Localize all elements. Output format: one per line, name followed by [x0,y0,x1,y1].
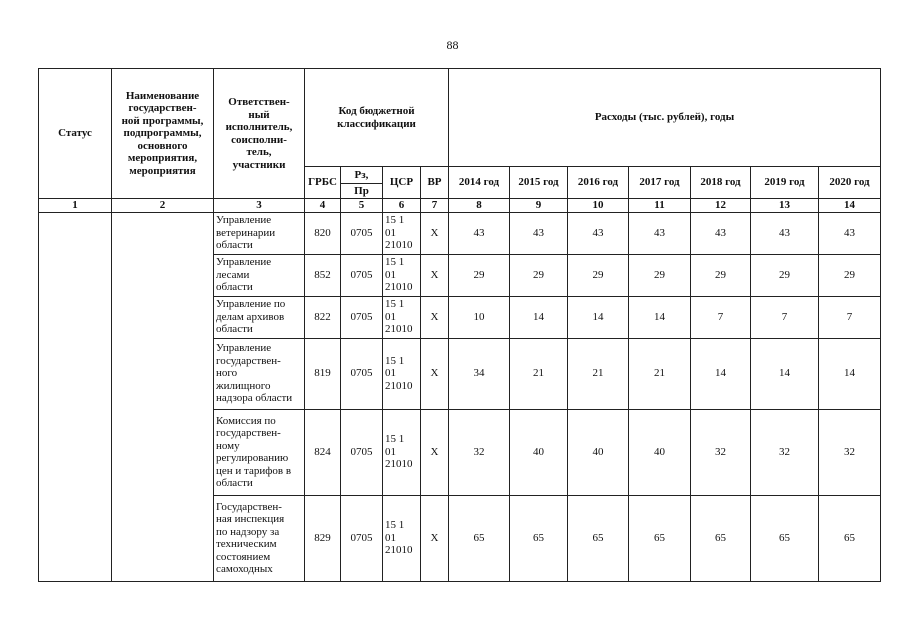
header-grbs: ГРБС [305,167,341,199]
value-2015: 40 [510,409,568,495]
value-2018: 29 [691,254,751,296]
rzpr-cell: 0705 [341,495,383,581]
header-year-2020: 2020 год [819,167,881,199]
value-2019: 43 [751,212,819,254]
header-executor: Ответствен- ный исполнитель, соисполни- тель, участники [214,69,305,199]
header-csr: ЦСР [383,167,421,199]
value-2014: 34 [449,338,510,409]
value-2017: 14 [629,296,691,338]
value-2018: 43 [691,212,751,254]
vr-cell: X [421,254,449,296]
vr-cell: X [421,296,449,338]
value-2017: 43 [629,212,691,254]
column-number: 4 [305,199,341,213]
csr-cell: 15 1 01 21010 [383,495,421,581]
column-number: 10 [568,199,629,213]
vr-cell: X [421,212,449,254]
header-status: Статус [39,69,112,199]
value-2017: 40 [629,409,691,495]
value-2017: 29 [629,254,691,296]
column-number: 1 [39,199,112,213]
column-number: 5 [341,199,383,213]
header-year-2016: 2016 год [568,167,629,199]
executor-cell: Управление ветеринарии области [214,212,305,254]
header-budget-code: Код бюджетной классификации [305,69,449,167]
header-rz: Рз, [341,167,383,184]
value-2020: 65 [819,495,881,581]
rzpr-cell: 0705 [341,296,383,338]
value-2014: 65 [449,495,510,581]
csr-cell: 15 1 01 21010 [383,296,421,338]
value-2018: 32 [691,409,751,495]
column-number: 8 [449,199,510,213]
rzpr-cell: 0705 [341,338,383,409]
program-name-cell [112,212,214,581]
column-number-row [39,199,881,213]
value-2014: 32 [449,409,510,495]
value-2014: 43 [449,212,510,254]
table-row [39,212,881,254]
executor-cell: Управление по делам архивов области [214,296,305,338]
grbs-cell: 852 [305,254,341,296]
column-number: 9 [510,199,568,213]
status-cell [39,212,112,581]
value-2015: 21 [510,338,568,409]
value-2015: 29 [510,254,568,296]
header-pr: Пр [341,184,383,199]
value-2017: 65 [629,495,691,581]
rzpr-cell: 0705 [341,212,383,254]
column-number: 14 [819,199,881,213]
rzpr-cell: 0705 [341,254,383,296]
header-year-2019: 2019 год [751,167,819,199]
value-2019: 7 [751,296,819,338]
column-number: 6 [383,199,421,213]
executor-cell: Государствен- ная инспекция по надзору за техническим состоянием самоходных [214,495,305,581]
value-2019: 14 [751,338,819,409]
column-number: 2 [112,199,214,213]
header-year-2015: 2015 год [510,167,568,199]
value-2018: 14 [691,338,751,409]
value-2020: 7 [819,296,881,338]
value-2015: 14 [510,296,568,338]
value-2016: 29 [568,254,629,296]
value-2019: 29 [751,254,819,296]
page-number: 88 [446,38,459,52]
executor-cell: Комиссия по государствен- ному регулированию цен и тарифов в области [214,409,305,495]
csr-cell: 15 1 01 21010 [383,409,421,495]
budget-expenses-table [38,68,881,582]
grbs-cell: 829 [305,495,341,581]
value-2018: 65 [691,495,751,581]
vr-cell: X [421,338,449,409]
csr-cell: 15 1 01 21010 [383,254,421,296]
grbs-cell: 822 [305,296,341,338]
value-2016: 65 [568,495,629,581]
column-number: 3 [214,199,305,213]
value-2020: 14 [819,338,881,409]
value-2015: 65 [510,495,568,581]
grbs-cell: 820 [305,212,341,254]
value-2014: 10 [449,296,510,338]
value-2016: 14 [568,296,629,338]
csr-cell: 15 1 01 21010 [383,338,421,409]
value-2016: 21 [568,338,629,409]
executor-cell: Управление лесами области [214,254,305,296]
vr-cell: X [421,495,449,581]
vr-cell: X [421,409,449,495]
value-2020: 43 [819,212,881,254]
value-2020: 29 [819,254,881,296]
value-2019: 32 [751,409,819,495]
header-year-2018: 2018 год [691,167,751,199]
value-2017: 21 [629,338,691,409]
value-2014: 29 [449,254,510,296]
value-2015: 43 [510,212,568,254]
header-vr: ВР [421,167,449,199]
grbs-cell: 819 [305,338,341,409]
csr-cell: 15 1 01 21010 [383,212,421,254]
column-number: 7 [421,199,449,213]
value-2016: 43 [568,212,629,254]
column-number: 11 [629,199,691,213]
grbs-cell: 824 [305,409,341,495]
header-year-2014: 2014 год [449,167,510,199]
column-number: 13 [751,199,819,213]
value-2016: 40 [568,409,629,495]
header-name: Наименование государствен- ной программы, подпрограммы, основного мероприятия, мероприятия [112,69,214,199]
value-2018: 7 [691,296,751,338]
header-expenses: Расходы (тыс. рублей), годы [449,69,881,167]
value-2019: 65 [751,495,819,581]
column-number: 12 [691,199,751,213]
header-year-2017: 2017 год [629,167,691,199]
rzpr-cell: 0705 [341,409,383,495]
executor-cell: Управление государствен- ного жилищного надзора области [214,338,305,409]
value-2020: 32 [819,409,881,495]
